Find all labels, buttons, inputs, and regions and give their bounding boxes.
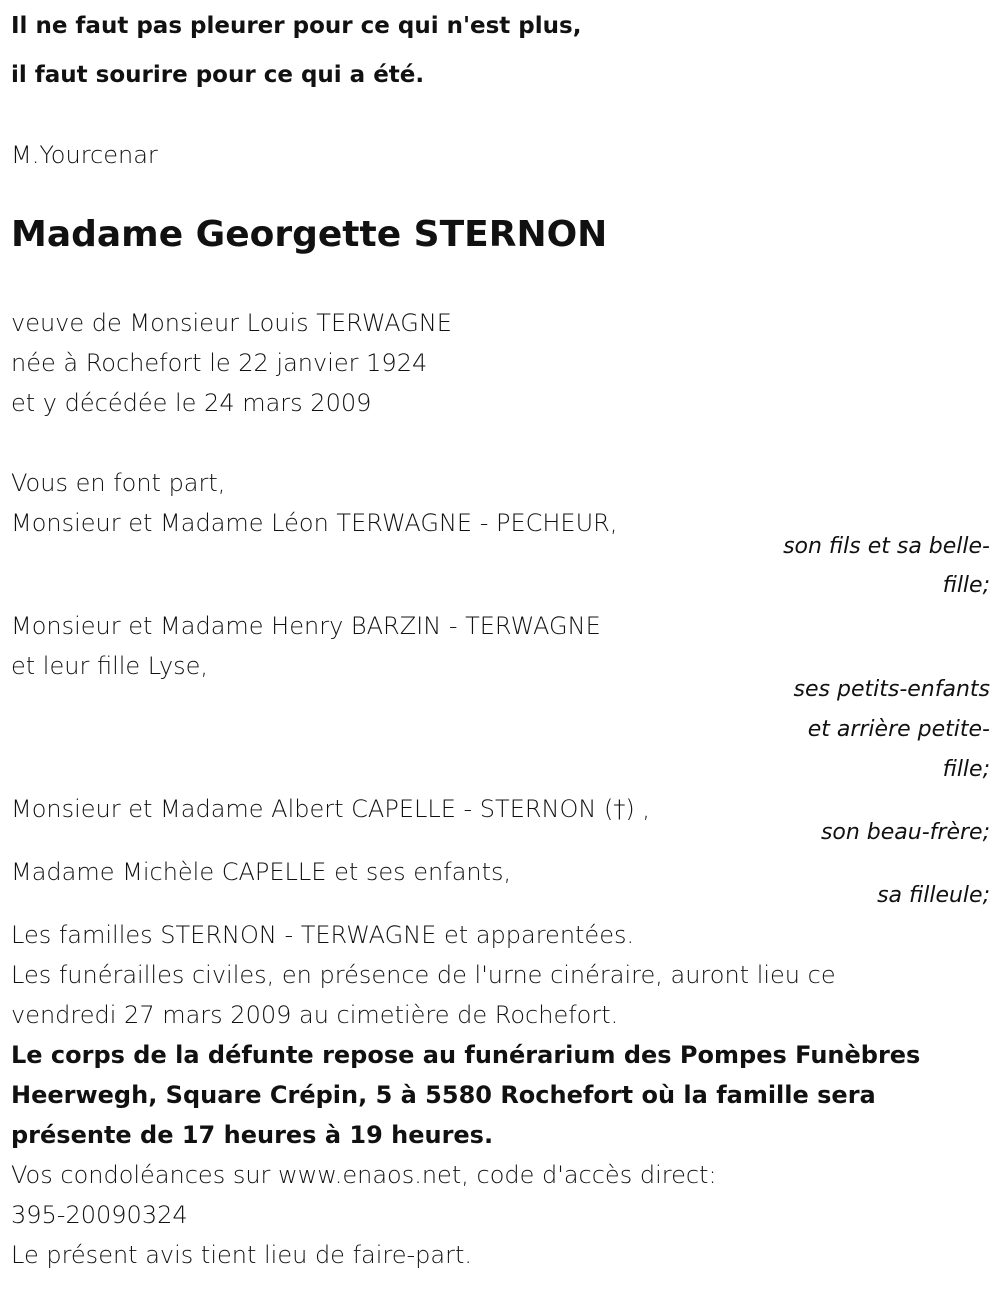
family-relation-4: sa filleule; [877,883,990,908]
family-member-4: Madame Michèle CAPELLE et ses enfants, [11,858,512,886]
family-member-1: Monsieur et Madame Léon TERWAGNE - PECHEUR, [11,509,618,537]
quote-author: M.Yourcenar [11,141,158,169]
family-member-2b: et leur fille Lyse, [11,652,209,680]
quote-line-2: il faut sourire pour ce qui a été. [11,62,425,88]
funeral-line-1: Les funérailles civiles, en présence de l'urne cinéraire, auront lieu ce [11,961,836,989]
family-relation-3: son beau-frère; [820,820,990,845]
family-relation-2a: ses petits-enfants [793,677,990,702]
family-relation-2b: et arrière petite- [807,717,990,742]
families-line: Les familles STERNON - TERWAGNE et apparentées. [11,921,635,949]
death-info: et y décédée le 24 mars 2009 [11,389,372,417]
family-relation-2c: fille; [942,757,990,782]
condolences-line-1: Vos condoléances sur www.enaos.net, code d'accès direct: [11,1161,717,1189]
family-member-2: Monsieur et Madame Henry BARZIN - TERWAGNE [11,612,601,640]
birth-info: née à Rochefort le 22 janvier 1924 [11,349,428,377]
funeral-bold-3: présente de 17 heures à 19 heures. [11,1121,494,1149]
funeral-bold-2: Heerwegh, Square Crépin, 5 à 5580 Rochefort où la famille sera [11,1081,876,1109]
widow-of: veuve de Monsieur Louis TERWAGNE [11,309,452,337]
family-member-3: Monsieur et Madame Albert CAPELLE - STERNON (†) , [11,795,650,823]
funeral-bold-1: Le corps de la défunte repose au funérarium des Pompes Funèbres [11,1041,921,1069]
quote-line-1: Il ne faut pas pleurer pour ce qui n'est plus, [11,13,582,39]
family-relation-1a: son fils et sa belle- [783,534,990,559]
access-code: 395-20090324 [11,1201,188,1229]
announcement-intro: Vous en font part, [11,469,226,497]
notice-line: Le présent avis tient lieu de faire-part. [11,1241,473,1269]
funeral-line-2: vendredi 27 mars 2009 au cimetière de Rochefort. [11,1001,619,1029]
deceased-name: Madame Georgette STERNON [11,214,608,255]
family-relation-1b: fille; [942,573,990,598]
